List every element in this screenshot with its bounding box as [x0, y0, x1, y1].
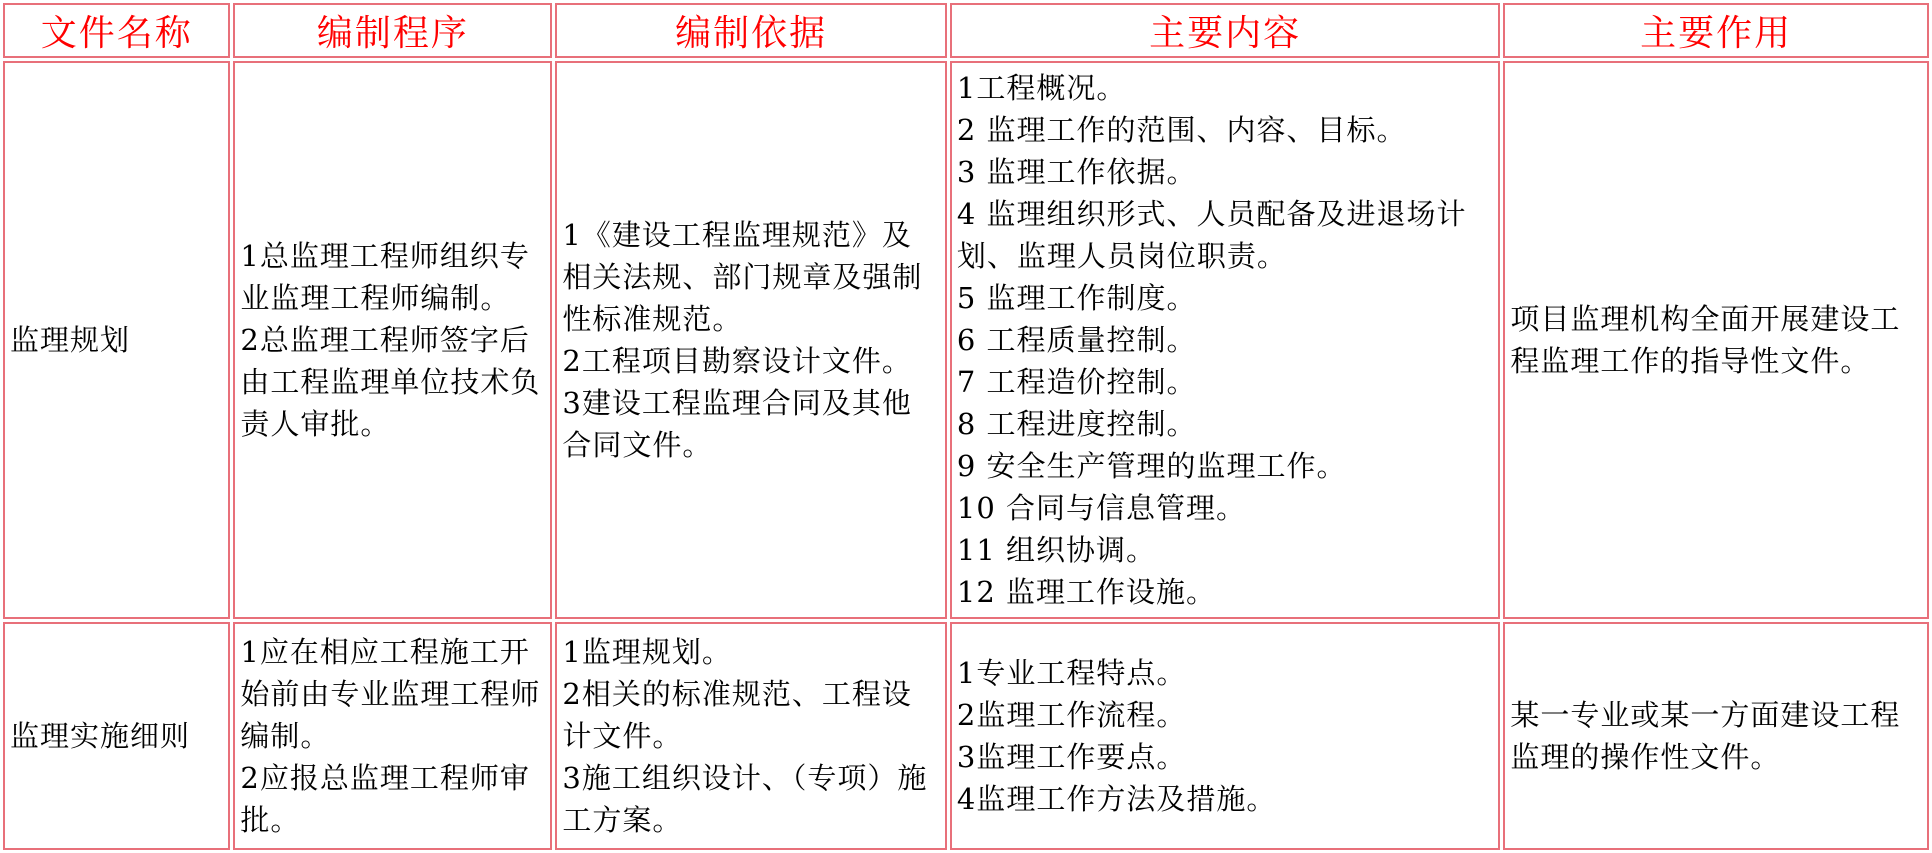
cell-basis [555, 61, 946, 619]
content-item: 8 工程进度控制。 [956, 407, 1197, 441]
basis-item: 3建设工程监理合同及其他合同文件。 [562, 386, 912, 462]
content-item: 11 组织协调。 [956, 533, 1156, 567]
header-role: 主要作用 [1503, 3, 1929, 58]
header-content: 主要内容 [950, 3, 1500, 58]
content-item: 2 监理工作的范围、内容、目标。 [956, 113, 1407, 147]
content-item: 3监理工作要点。 [956, 740, 1187, 774]
file-name-text: 监理规划 [10, 323, 131, 357]
procedure-item: 2应报总监理工程师审批。 [240, 761, 530, 837]
cell-basis [555, 622, 946, 850]
content-item: 3 监理工作依据。 [956, 155, 1197, 189]
cell-content [950, 622, 1500, 850]
table-row [3, 622, 1929, 850]
content-item: 9 安全生产管理的监理工作。 [956, 449, 1347, 483]
basis-item: 2工程项目勘察设计文件。 [562, 344, 912, 378]
content-item: 6 工程质量控制。 [956, 323, 1197, 357]
cell-role [1503, 622, 1929, 850]
content-item: 2监理工作流程。 [956, 698, 1187, 732]
file-name-text: 监理实施细则 [10, 719, 191, 753]
header-basis: 编制依据 [555, 3, 946, 58]
basis-item: 2相关的标准规范、工程设计文件。 [562, 677, 912, 753]
cell-content [950, 61, 1500, 619]
procedure-item: 2总监理工程师签字后由工程监理单位技术负责人审批。 [240, 323, 541, 441]
header-procedure: 编制程序 [233, 3, 552, 58]
header-row [3, 3, 1929, 58]
cell-procedure [233, 622, 552, 850]
basis-item: 3施工组织设计、（专项）施工方案。 [562, 761, 928, 837]
content-item: 5 监理工作制度。 [956, 281, 1197, 315]
cell-file-name [3, 61, 230, 619]
procedure-item: 1总监理工程师组织专业监理工程师编制。 [240, 239, 530, 315]
table-row [3, 61, 1929, 619]
cell-file-name [3, 622, 230, 850]
content-item: 10 合同与信息管理。 [956, 491, 1246, 525]
basis-item: 1监理规划。 [562, 635, 732, 669]
content-item: 1专业工程特点。 [956, 656, 1187, 690]
header-file-name: 文件名称 [3, 3, 230, 58]
content-item: 1工程概况。 [956, 71, 1127, 105]
content-item: 4监理工作方法及措施。 [956, 782, 1277, 816]
content-item: 7 工程造价控制。 [956, 365, 1197, 399]
cell-role [1503, 61, 1929, 619]
content-item: 4 监理组织形式、人员配备及进退场计划、监理人员岗位职责。 [956, 197, 1467, 273]
content-item: 12 监理工作设施。 [956, 575, 1216, 609]
procedure-item: 1应在相应工程施工开始前由专业监理工程师编制。 [240, 635, 541, 753]
basis-item: 1《建设工程监理规范》及相关法规、部门规章及强制性标准规范。 [562, 218, 923, 336]
role-text: 项目监理机构全面开展建设工程监理工作的指导性文件。 [1510, 302, 1901, 378]
role-text: 某一专业或某一方面建设工程监理的操作性文件。 [1510, 698, 1901, 774]
cell-procedure [233, 61, 552, 619]
